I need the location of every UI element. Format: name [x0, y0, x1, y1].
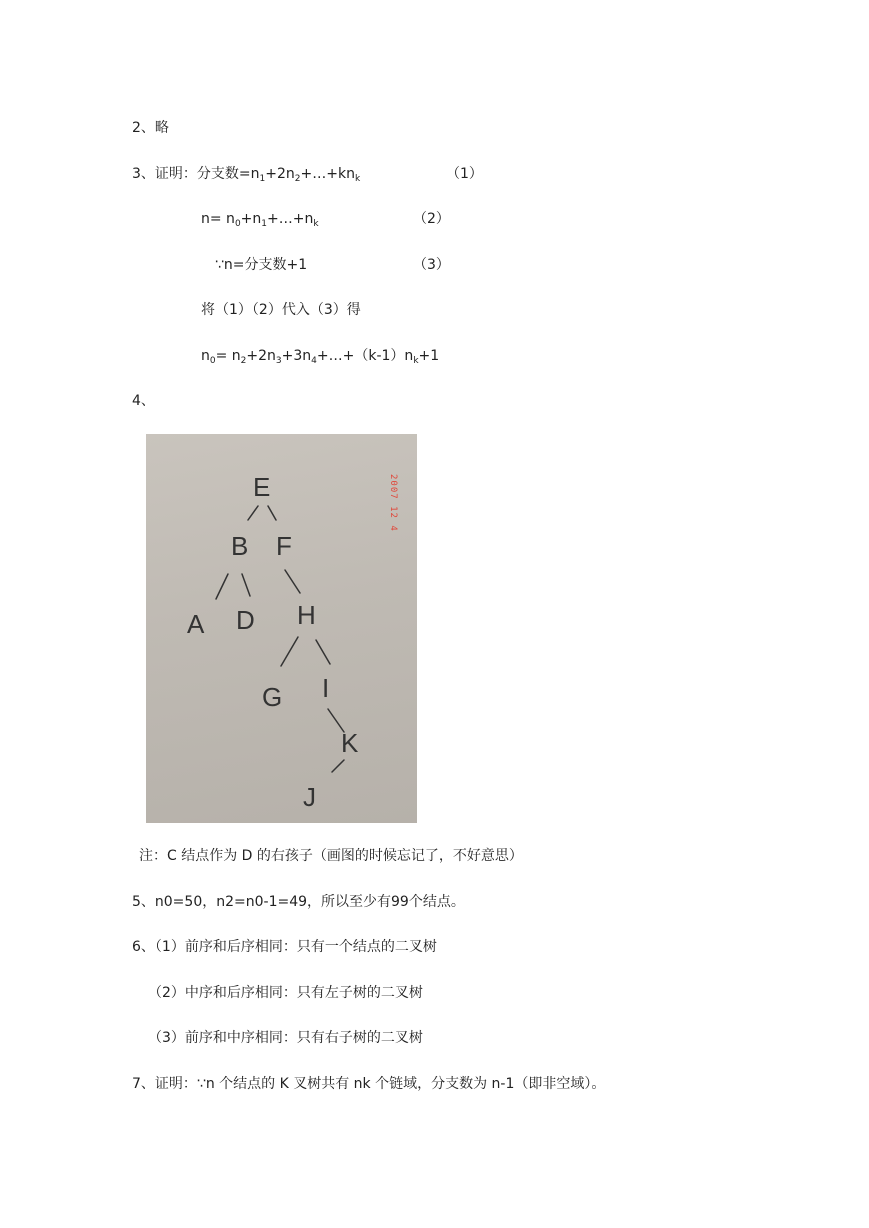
- tree-nodes: [187, 472, 359, 812]
- node-K: K: [341, 728, 359, 758]
- item-6-part-2: （2）中序和后序相同：只有左子树的二叉树: [148, 985, 423, 1001]
- tree-photo: [146, 434, 417, 823]
- equation-2: $n= n_0+n_1+\dots+n_k$: [201, 211, 319, 229]
- tree-drawing: [146, 434, 417, 823]
- item-5: 5、n0=50，n2=n0-1=49，所以至少有99个结点。: [132, 894, 465, 910]
- edge-E-B: [248, 506, 258, 520]
- equation-number-3: （3）: [413, 257, 450, 273]
- item-6-part-3: （3）前序和中序相同：只有右子树的二叉树: [148, 1030, 423, 1046]
- result-equation: $n_0=$ $n_2+2n_3+3n_4+\dots+(k-1)n_k+1$: [201, 348, 440, 366]
- photo-date-stamp: 2007 12 4: [388, 474, 398, 532]
- node-A: A: [187, 609, 205, 639]
- node-B: B: [231, 531, 249, 561]
- equation-number-2: （2）: [413, 211, 450, 227]
- edge-H-G: [281, 637, 298, 666]
- edge-H-I: [316, 640, 330, 664]
- item-7: 7、证明：∵n 个结点的 K 叉树共有 nk 个链域，分支数为 n-1（即非空域）。: [132, 1076, 606, 1092]
- note-text: 注：C 结点作为 D 的右孩子（画图的时候忘记了，不好意思）: [139, 848, 523, 864]
- node-I: I: [322, 673, 330, 703]
- edge-B-A: [216, 574, 228, 599]
- node-F: F: [276, 531, 292, 561]
- edge-E-F: [268, 506, 276, 520]
- item-3-equation-1: 3、证明：分支数$=n_1+2n_2+\dots+kn_k$: [132, 166, 361, 184]
- substitution-line: 将（1）（2）代入（3）得: [201, 302, 361, 318]
- node-J: J: [303, 782, 316, 812]
- node-G: G: [262, 682, 283, 712]
- item-4: 4、: [132, 393, 155, 409]
- node-E: E: [253, 472, 271, 502]
- item-2: 2、略: [132, 120, 169, 136]
- item-6-part-1: 6、（1）前序和后序相同：只有一个结点的二叉树: [132, 939, 437, 955]
- edge-K-J: [332, 760, 344, 772]
- edge-B-D: [242, 574, 250, 596]
- equation-3: ∵n=分支数+1: [215, 257, 308, 273]
- node-D: D: [236, 605, 255, 635]
- node-H: H: [297, 600, 316, 630]
- edge-F-H: [285, 570, 300, 593]
- equation-number-1: （1）: [446, 166, 483, 182]
